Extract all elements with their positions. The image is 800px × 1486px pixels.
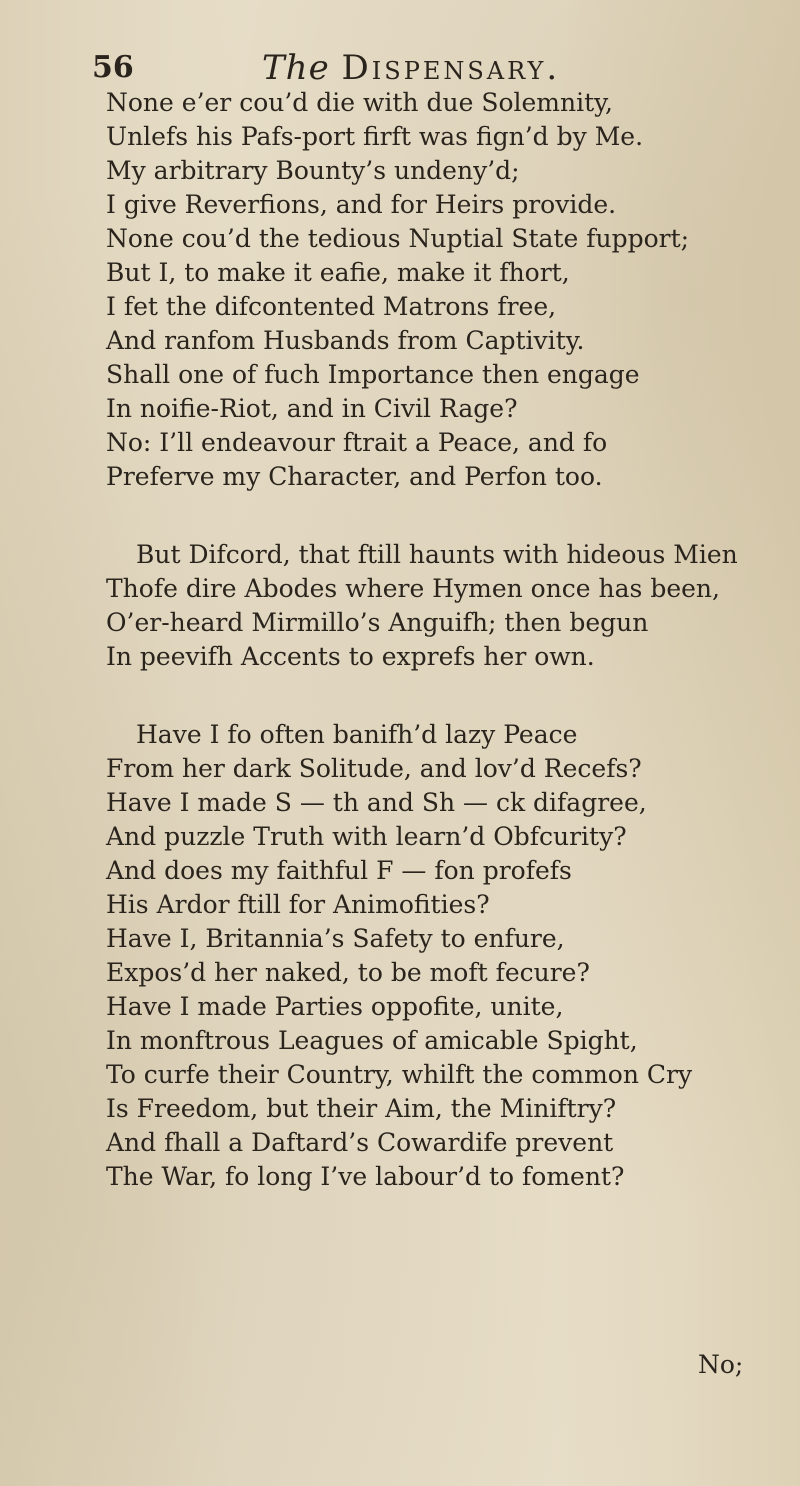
running-head-prefix: The	[262, 48, 330, 88]
verse-line: Thofe dire Abodes where Hymen once has been,	[106, 574, 720, 603]
page-number: 56	[92, 50, 134, 85]
verse-line: To curfe their Country, whilft the common Cry	[106, 1060, 693, 1089]
verse-line: None cou’d the tedious Nuptial State fupport;	[106, 224, 690, 253]
verse-line: I give Reverfions, and for Heirs provide.	[106, 190, 617, 219]
verse-line: O’er-heard Mirmillo’s Anguifh; then begun	[106, 608, 649, 637]
verse-line: Have I fo often banifh’d lazy Peace	[136, 720, 578, 749]
verse-line: And puzzle Truth with learn’d Obfcurity?	[106, 822, 627, 851]
running-head	[262, 48, 560, 88]
verse-line: I fet the difcontented Matrons free,	[106, 292, 557, 321]
verse-line: And fhall a Daftard’s Cowardife prevent	[106, 1128, 614, 1157]
verse-line: The War, fo long I’ve labour’d to foment?	[106, 1162, 625, 1191]
verse-line: Have I made S — th and Sh — ck difagree,	[106, 788, 647, 817]
verse-line: And does my faithful F — fon profefs	[106, 856, 572, 885]
verse-line: Preferve my Character, and Perfon too.	[106, 462, 603, 491]
running-head-title: Dispensary.	[341, 48, 561, 88]
verse-line: His Ardor ftill for Animofities?	[106, 890, 490, 919]
verse-line: From her dark Solitude, and lov’d Recefs?	[106, 754, 642, 783]
verse-line: No: I’ll endeavour ftrait a Peace, and fo	[106, 428, 608, 457]
verse-line: Is Freedom, but their Aim, the Miniftry?	[106, 1094, 617, 1123]
verse-line: In noifie-Riot, and in Civil Rage?	[106, 394, 518, 423]
verse-line: In peevifh Accents to exprefs her own.	[106, 642, 595, 671]
poem-text	[106, 86, 746, 1194]
verse-line: Have I, Britannia’s Safety to enfure,	[106, 924, 565, 953]
verse-line: In monftrous Leagues of amicable Spight,	[106, 1026, 638, 1055]
verse-line: Expos’d her naked, to be moft fecure?	[106, 958, 590, 987]
verse-line: Have I made Parties oppofite, unite,	[106, 992, 564, 1021]
catchword: No;	[698, 1350, 744, 1379]
verse-line: But Difcord, that ftill haunts with hideous Mien	[136, 540, 738, 569]
verse-line: Unlefs his Pafs-port firft was fign’d by Me.	[106, 122, 644, 151]
verse-line: But I, to make it eafie, make it fhort,	[106, 258, 570, 287]
verse-line: None e’er cou’d die with due Solemnity,	[106, 88, 613, 117]
stanza-3	[106, 718, 746, 1194]
verse-line: My arbitrary Bounty’s undeny’d;	[106, 156, 520, 185]
stanza-1	[106, 86, 746, 494]
verse-line: And ranfom Husbands from Captivity.	[106, 326, 585, 355]
verse-line: Shall one of fuch Importance then engage	[106, 360, 640, 389]
stanza-2	[106, 538, 746, 674]
